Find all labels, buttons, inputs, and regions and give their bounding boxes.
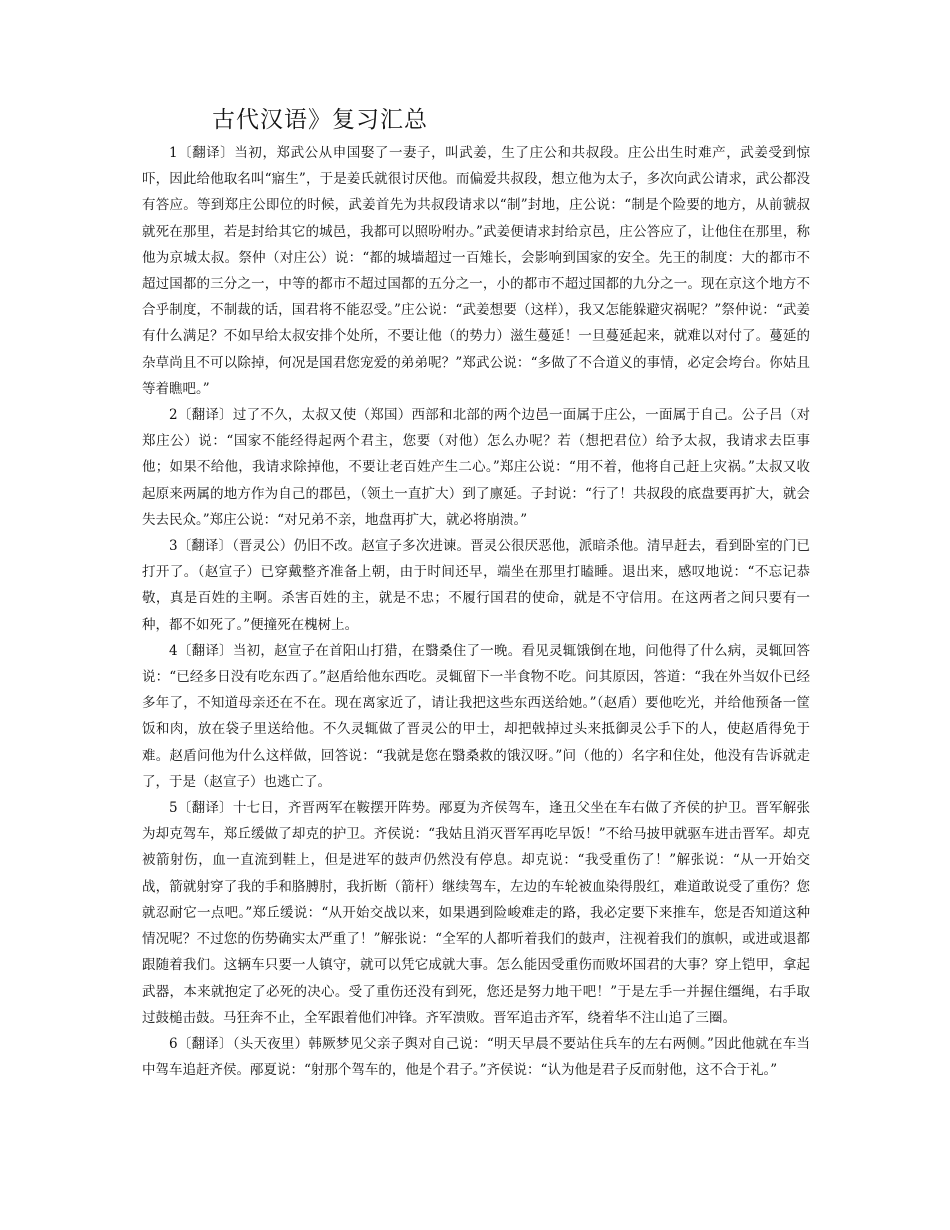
paragraph-6: 6〔翻译〕（头天夜里）韩厥梦见父亲子舆对自己说：“明天早晨不要站住兵车的左右两侧。”因此他就在车当中驾车追赶齐侯。邴夏说：“射那个驾车的，他是个君子。”齐侯说：“认为他是君子反而射他，这不合于礼。”: [142, 1035, 810, 1079]
paragraph-2: 2〔翻译〕过了不久，太叔又使（郑国）西部和北部的两个边邑一面属于庄公，一面属于自己。公子吕（对郑庄公）说：“国家不能经得起两个君主，您要（对他）怎么办呢？若（想把君位）给予太叔，我请求去臣事他；如果不给他，我请求除掉他，不要让老百姓产生二心。”郑庄公说：“用不着，他将自己赶上灾祸。”太叔又收起原来两属的地方作为自己的郡邑，（领土一直扩大）到了廪延。子封说：“行了！共叔段的底盘要再扩大，就会失去民众。”郑庄公说：“对兄弟不亲，地盘再扩大，就必将崩溃。”: [142, 407, 810, 528]
document-title: 古代汉语》复习汇总: [212, 107, 428, 133]
document-body: [142, 140, 810, 1083]
paragraph-4: 4〔翻译〕当初，赵宣子在首阳山打猎，在翳桑住了一晚。看见灵辄饿倒在地，问他得了什么病，灵辄回答说：“已经多日没有吃东西了。”赵盾给他东西吃。灵辄留下一半食物不吃。问其原因，答道：“我在外当奴仆已经多年了，不知道母亲还在不在。现在离家近了，请让我把这些东西送给她。”（赵盾）要他吃光，并给他预备一筐饭和肉，放在袋子里送给他。不久灵辄做了晋灵公的甲士，却把戟掉过头来抵御灵公手下的人，使赵盾得免于难。赵盾问他为什么这样做，回答说：“我就是您在翳桑救的饿汉呀。”问（他的）名字和住处，他没有告诉就走了，于是（赵宣子）也逃亡了。: [142, 642, 810, 790]
paragraph-1: 1〔翻译〕当初，郑武公从申国娶了一妻子，叫武姜，生了庄公和共叔段。庄公出生时难产，武姜受到惊吓，因此给他取名叫“寤生”，于是姜氏就很讨厌他。而偏爱共叔段，想立他为太子，多次向武公请求，武公都没有答应。等到郑庄公即位的时候，武姜首先为共叔段请求以“制”封地，庄公说：“制是个险要的地方，从前虢叔就死在那里，若是封给其它的城邑，我都可以照吩咐办。”武姜便请求封给京邑，庄公答应了，让他住在那里，称他为京城太叔。祭仲（对庄公）说：“都的城墙超过一百雉长，会影响到国家的安全。先王的制度：大的都市不超过国都的三分之一，中等的都市不超过国都的五分之一，小的都市不超过国都的九分之一。现在京这个地方不合乎制度，不制裁的话，国君将不能忍受。”庄公说：“武姜想要（这样），我又怎能躲避灾祸呢？”祭仲说：“武姜有什么满足？不如早给太叔安排个处所，不要让他（的势力）滋生蔓延！一旦蔓延起来，就难以对付了。蔓延的杂草尚且不可以除掉，何况是国君您宠爱的弟弟呢？”郑武公说：“多做了不合道义的事情，必定会垮台。你姑且等着瞧吧。”: [142, 145, 810, 397]
paragraph-5: 5〔翻译〕十七日，齐晋两军在鞍摆开阵势。邴夏为齐侯驾车，逢丑父坐在车右做了齐侯的护卫。晋军解张为却克驾车，郑丘缓做了却克的护卫。齐侯说：“我姑且消灭晋军再吃早饭！”不给马披甲就驱车进击晋军。却克被箭射伤，血一直流到鞋上，但是进军的鼓声仍然没有停息。却克说：“我受重伤了！”解张说：“从一开始交战，箭就射穿了我的手和胳膊肘，我折断（箭杆）继续驾车，左边的车轮被血染得殷红，难道敢说受了重伤？您就忍耐它一点吧。”郑丘缓说：“从开始交战以来，如果遇到险峻难走的路，我必定要下来推车，您是否知道这种情况呢？不过您的伤势确实太严重了！”解张说：“全军的人都听着我们的鼓声，注视着我们的旗帜，或进或退都跟随着我们。这辆车只要一人镇守，就可以凭它成就大事。怎么能因受重伤而败坏国君的大事？穿上铠甲，拿起武器，本来就抱定了必死的决心。受了重伤还没有到死，您还是努力地干吧！”于是左手一并握住缰绳，右手取过鼓槌击鼓。马狂奔不止，全军跟着他们冲锋。齐军溃败。晋军追击齐军，绕着华不注山追了三圈。: [142, 800, 810, 1026]
paragraph-3: 3〔翻译〕（晋灵公）仍旧不改。赵宣子多次进谏。晋灵公很厌恶他，派暗杀他。清早赶去，看到卧室的门已打开了。（赵宣子）已穿戴整齐准备上朝，由于时间还早，端坐在那里打瞌睡。退出来，感叹地说：“不忘记恭敬，真是百姓的主啊。杀害百姓的主，就是不忠；不履行国君的使命，就是不守信用。在这两者之间只要有一种，都不如死了。”便撞死在槐树上。: [142, 538, 810, 633]
